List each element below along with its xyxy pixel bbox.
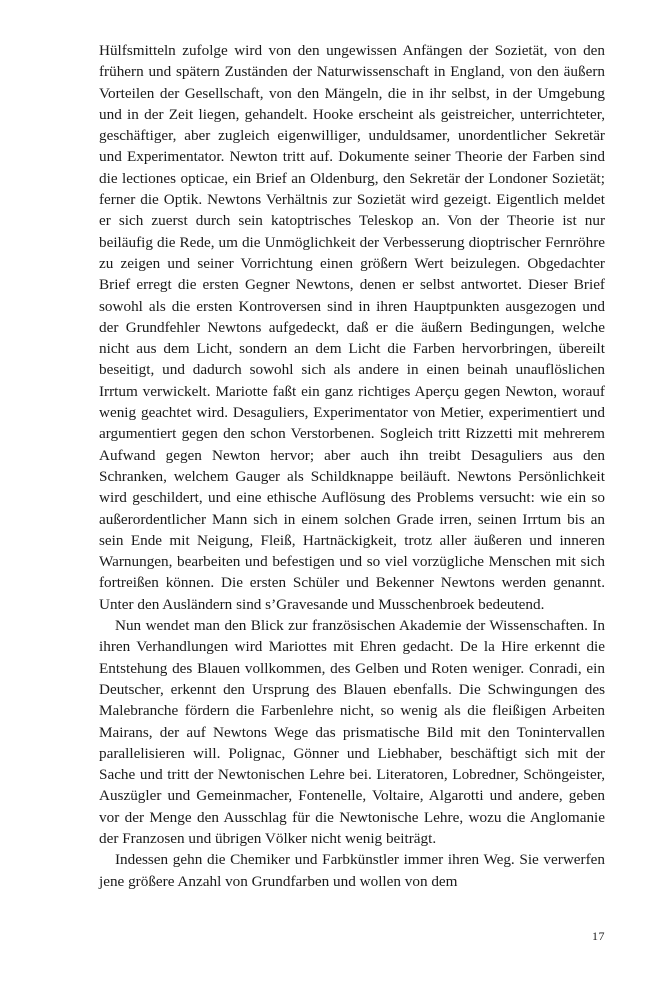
page-number: 17 bbox=[592, 929, 605, 943]
body-text bbox=[99, 40, 605, 892]
paragraph-2: Nun wendet man den Blick zur französischen Akademie der Wissenschaften. In ihren Verhandlungen wird Mariottes mit Ehren gedacht. De la Hire erkennt die Entstehung des Blauen vollkommen, des Gelben und Roten weniger. Conradi, ein Deutscher, erkennt den Ursprung des Blauen ebenfalls. Die Schwingungen des Malebranche fördern die Farbenlehre nicht, so wenig als die fleißigen Arbeiten Mairans, der auf Newtons Wege das prismatische Bild mit den Tonintervallen parallelisieren will. Polignac, Gönner und Liebhaber, beschäftigt sich mit der Sache und tritt der Newtonischen Lehre bei. Literatoren, Lobredner, Schöngeister, Auszügler und Gemeinmacher, Fontenelle, Voltaire, Algarotti und andere, geben vor der Menge den Ausschlag für die Newtonische Lehre, wozu die Anglomanie der Franzosen und übrigen Völker nicht wenig beiträgt. bbox=[99, 617, 605, 847]
paragraph-3: Indessen gehn die Chemiker und Farbkünstler immer ihren Weg. Sie verwerfen jene größere Anzahl von Grundfarben und wollen von dem bbox=[99, 851, 605, 890]
paragraph-1: Hülfsmitteln zufolge wird von den ungewissen Anfängen der Sozietät, von den frühern und spätern Zuständen der Naturwissenschaft in England, von den äußern Vorteilen der Gesellschaft, von den Mängeln, die in ihr selbst, in der Umgebung und in der Zeit liegen, gehandelt. Hooke erscheint als geistreicher, unterrichteter, geschäftiger, aber zugleich eigenwilliger, unduldsamer, unordentlicher Sekretär und Experimentator. Newton tritt auf. Dokumente seiner Theorie der Farben sind die lectiones opticae, ein Brief an Oldenburg, den Sekretär der Londoner Sozietät; ferner die Optik. Newtons Verhältnis zur Sozietät wird gezeigt. Eigentlich meldet er sich zuerst durch sein katoptrisches Teleskop an. Von der Theorie ist nur beiläufig die Rede, um die Unmöglichkeit der Verbesserung dioptrischer Fernröhre zu zeigen und seiner Vorrichtung einen größern Wert beizulegen. Obgedachter Brief erregt die ersten Gegner Newtons, denen er selbst antwortet. Dieser Brief sowohl als die ersten Kontroversen sind in ihren Hauptpunkten ausgezogen und der Grundfehler Newtons aufgedeckt, daß er die äußern Bedingungen, welche nicht aus dem Licht, sondern an dem Licht die Farben hervorbringen, übereilt beseitigt, und dadurch sowohl sich als andere in einen beinah unauflöslichen Irrtum verwickelt. Mariotte faßt ein ganz richtiges Aperçu gegen Newton, worauf wenig geachtet wird. Desaguliers, Experimentator von Metier, experimentiert und argumentiert gegen den schon Verstorbenen. Sogleich tritt Rizzetti mit mehrerem Aufwand gegen Newton hervor; aber auch ihn treibt Desaguliers aus den Schranken, welchem Gauger als Schildknappe beiläuft. Newtons Persönlichkeit wird geschildert, und eine ethische Auflösung des Problems versucht: wie ein so außerordentlicher Mann sich in einem solchen Grade irren, seinen Irrtum bis an sein Ende mit Neigung, Fleiß, Hartnäckigkeit, trotz aller äußeren und inneren Warnungen, bearbeiten und befestigen und so viel vorzügliche Menschen mit sich fortreißen können. Die ersten Schüler und Bekenner Newtons werden genannt. Unter den Ausländern sind s’Gravesande und Musschenbroek bedeutend. bbox=[99, 42, 605, 613]
